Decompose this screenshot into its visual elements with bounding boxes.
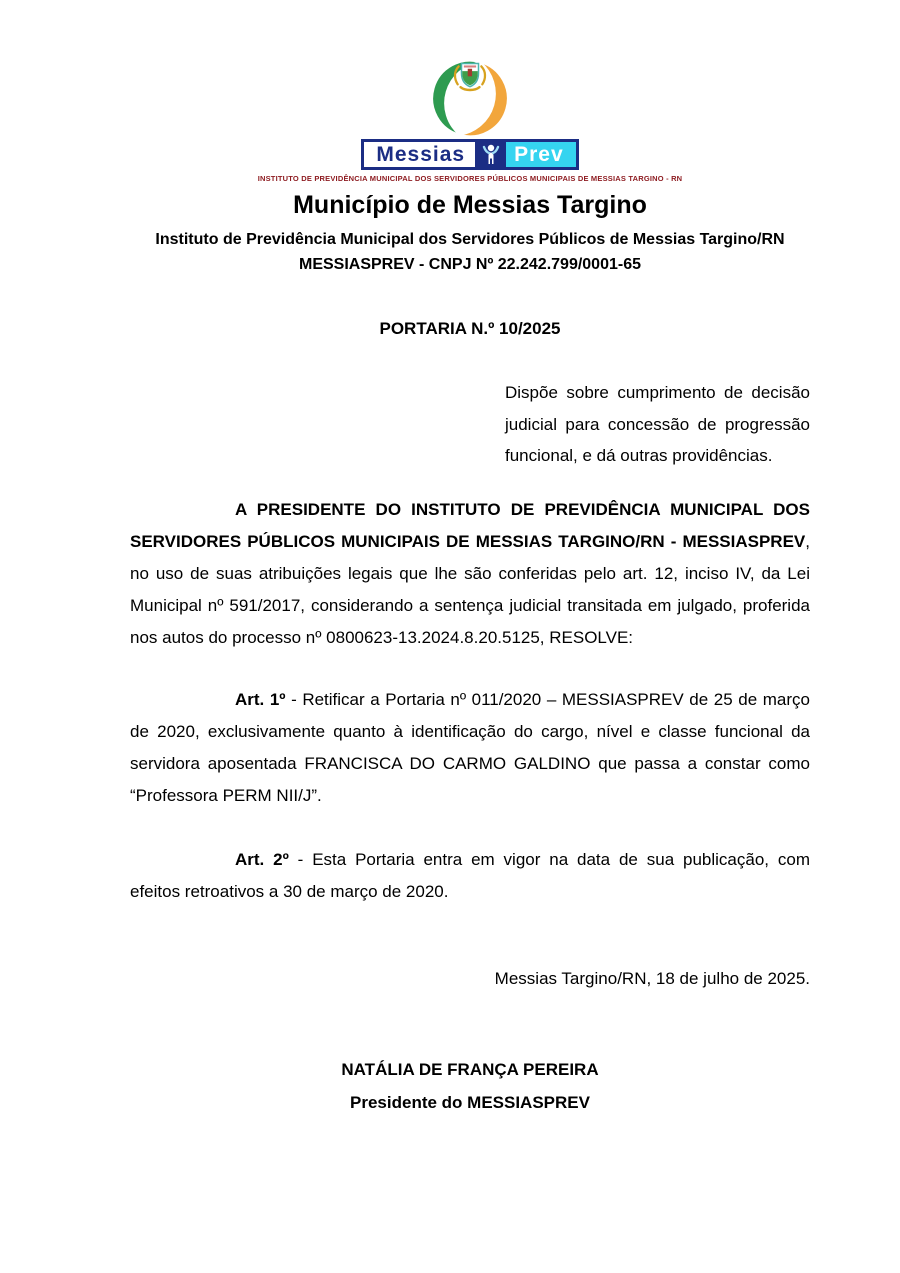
logo-wordmark bbox=[130, 139, 810, 170]
article-2-label: Art. 2º bbox=[235, 849, 289, 869]
article-1-label: Art. 1º bbox=[235, 689, 286, 709]
cnpj-line: MESSIASPREV - CNPJ Nº 22.242.799/0001-65 bbox=[298, 256, 641, 273]
preamble-bold-text: A PRESIDENTE DO INSTITUTO DE PREVIDÊNCIA MUNICIPAL DOS SERVIDORES PÚBLICOS MUNICIPAIS DE MESSIAS TARGINO/RN - MESSIASPREV bbox=[130, 499, 810, 551]
logo-text-messias: Messias bbox=[361, 139, 475, 170]
article-2-text: - Esta Portaria entra em vigor na data de sua publicação, com efeitos retroativos a 30 de março de 2020. bbox=[130, 849, 810, 901]
article-2-paragraph bbox=[130, 844, 810, 908]
messiasprev-logo bbox=[130, 0, 810, 183]
signature-name: NATÁLIA DE FRANÇA PEREIRA bbox=[341, 1059, 599, 1079]
ementa-paragraph: Dispõe sobre cumprimento de decisão judicial para concessão de progressão funcional, e dá outras providências. bbox=[505, 383, 810, 465]
logo-caption: INSTITUTO DE PREVIDÊNCIA MUNICIPAL DOS SERVIDORES PÚBLICOS MUNICIPAIS DE MESSIAS TARGINO - RN bbox=[257, 174, 683, 183]
person-icon bbox=[475, 139, 506, 170]
signature-role: Presidente do MESSIASPREV bbox=[350, 1092, 590, 1112]
logo-swirl-and-crest-icon bbox=[405, 56, 535, 141]
logo-text-prev: Prev bbox=[506, 139, 579, 170]
place-date-line: Messias Targino/RN, 18 de julho de 2025. bbox=[494, 968, 810, 988]
article-1-paragraph bbox=[130, 684, 810, 812]
article-1-text: - Retificar a Portaria nº 011/2020 – MESSIASPREV de 25 de março de 2020, exclusivamente quanto à identificação do cargo, nível e classe funcional da servidora aposentada FRANCISCA DO CARMO GALDINO que passa a constar como “Professora PERM NII/J”. bbox=[130, 689, 810, 805]
institute-subtitle: Instituto de Previdência Municipal dos Servidores Públicos de Messias Targino/RN bbox=[155, 231, 785, 248]
preamble-rest-text: , no uso de suas atribuições legais que lhe são conferidas pelo art. 12, inciso IV, da Lei Municipal nº 591/2017, considerando a sentença judicial transitada em julgado, proferida nos autos do processo nº 0800623-13.2024.8.20.5125, RESOLVE: bbox=[130, 531, 810, 647]
portaria-number-heading: PORTARIA N.º 10/2025 bbox=[379, 319, 561, 338]
preamble-paragraph bbox=[130, 494, 810, 654]
municipality-title: Município de Messias Targino bbox=[293, 191, 647, 219]
